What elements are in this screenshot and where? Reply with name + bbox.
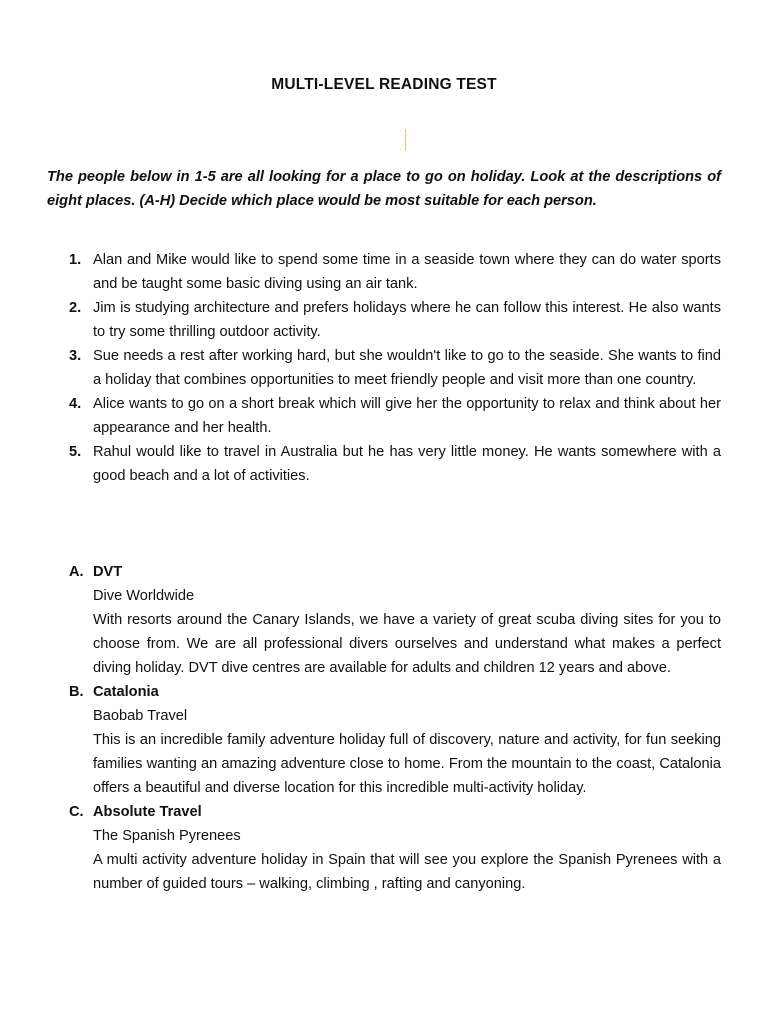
places-list xyxy=(47,560,721,896)
place-item xyxy=(47,800,721,896)
place-letter: B. xyxy=(69,684,84,700)
place-item xyxy=(47,680,721,800)
person-item xyxy=(47,344,721,392)
page-title: MULTI-LEVEL READING TEST xyxy=(271,76,497,93)
person-text: Alan and Mike would like to spend some time in a seaside town where they can do water sports and be taught some basic diving using an air tank. xyxy=(93,252,721,292)
person-number: 4. xyxy=(69,396,82,412)
instructions-paragraph: The people below in 1-5 are all looking for a place to go on holiday. Look at the descriptions of eight places. (A-H) Decide which place would be most suitable for each person. xyxy=(47,169,721,209)
place-name: DVT xyxy=(93,564,123,580)
text-cursor-mark xyxy=(405,129,406,151)
place-item xyxy=(47,560,721,680)
place-name: Absolute Travel xyxy=(93,804,202,820)
place-description: This is an incredible family adventure holiday full of discovery, nature and activity, for fun seeking families wanting an amazing adventure close to home. From the mountain to the coast, Catalonia offers a beautiful and diverse location for this incredible multi-activity holiday. xyxy=(93,732,721,796)
place-description: A multi activity adventure holiday in Spain that will see you explore the Spanish Pyrenees with a number of guided tours – walking, climbing , rafting and canyoning. xyxy=(93,852,721,892)
person-text: Sue needs a rest after working hard, but she wouldn't like to go to the seaside. She wants to find a holiday that combines opportunities to meet friendly people and visit more than one country. xyxy=(93,348,721,388)
person-number: 2. xyxy=(69,300,82,316)
person-item xyxy=(47,392,721,440)
person-text: Jim is studying architecture and prefers holidays where he can follow this interest. He also wants to try some thrilling outdoor activity. xyxy=(93,300,721,340)
person-number: 1. xyxy=(69,252,82,268)
person-number: 5. xyxy=(69,444,82,460)
people-list xyxy=(47,248,721,488)
person-item xyxy=(47,248,721,296)
place-company: Dive Worldwide xyxy=(93,588,195,604)
person-text: Alice wants to go on a short break which will give her the opportunity to relax and think about her appearance and her health. xyxy=(93,396,721,436)
place-description: With resorts around the Canary Islands, we have a variety of great scuba diving sites for you to choose from. We are all professional divers ourselves and understand what makes a perfect diving holiday. DVT dive centres are available for adults and children 12 years and above. xyxy=(93,612,721,676)
place-company: The Spanish Pyrenees xyxy=(93,828,241,844)
person-text: Rahul would like to travel in Australia but he has very little money. He wants somewhere with a good beach and a lot of activities. xyxy=(93,444,721,484)
place-letter: A. xyxy=(69,564,84,580)
place-name: Catalonia xyxy=(93,684,159,700)
place-letter: C. xyxy=(69,804,84,820)
person-item xyxy=(47,440,721,488)
place-company: Baobab Travel xyxy=(93,708,188,724)
person-number: 3. xyxy=(69,348,82,364)
person-item xyxy=(47,296,721,344)
